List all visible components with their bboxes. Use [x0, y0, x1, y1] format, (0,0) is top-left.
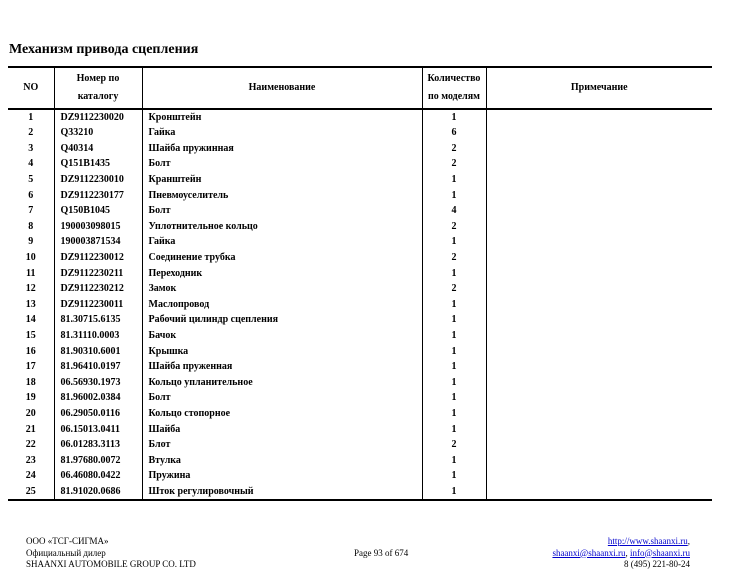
cell-note	[486, 390, 712, 406]
table-row	[8, 250, 712, 266]
table-header	[8, 67, 712, 109]
cell-no: 5	[28, 174, 34, 186]
cell-part-name: Бачок	[142, 328, 422, 344]
cell-part-name: Втулка	[142, 452, 422, 468]
cell-no: 17	[25, 361, 36, 373]
cell-part-name: Блот	[142, 437, 422, 453]
cell-note	[486, 312, 712, 328]
table-row	[8, 234, 712, 250]
cell-quantity: 1	[422, 328, 486, 344]
footer-dealer: Официальный дилер	[26, 547, 106, 558]
cell-no: 7	[28, 205, 34, 217]
cell-part-name: Переходник	[142, 265, 422, 281]
cell-note	[486, 109, 712, 125]
table-row	[8, 343, 712, 359]
cell-quantity: 1	[422, 421, 486, 437]
cell-no: 8	[28, 220, 34, 232]
cell-quantity: 2	[422, 219, 486, 235]
cell-part-name: Гайка	[142, 125, 422, 141]
cell-part-name: Замок	[142, 281, 422, 297]
cell-no: 25	[25, 485, 36, 497]
footer-contacts	[552, 536, 690, 571]
cell-no: 24	[25, 470, 36, 482]
website-link[interactable]: http://www.shaanxi.ru	[607, 536, 688, 546]
cell-quantity: 1	[422, 234, 486, 250]
cell-no: 6	[28, 189, 34, 201]
email-link-sales[interactable]: shaanxi@shaanxi.ru	[552, 547, 626, 558]
table-row	[8, 328, 712, 344]
cell-note	[486, 172, 712, 188]
header-name: Наименование	[142, 67, 422, 109]
phone-number: 8 (495) 221-80-24	[624, 559, 690, 569]
table-row	[8, 219, 712, 235]
cell-part-name: Крышка	[142, 343, 422, 359]
cell-no: 13	[25, 298, 36, 310]
cell-catalog-number: DZ9112230020	[54, 109, 142, 125]
cell-quantity: 1	[422, 468, 486, 484]
header-catalog-line2: каталогу	[77, 91, 119, 102]
cell-catalog-number: 81.30715.6135	[54, 312, 142, 328]
cell-note	[486, 281, 712, 297]
cell-note	[486, 343, 712, 359]
footer-company	[26, 536, 196, 571]
cell-note	[486, 359, 712, 375]
table-body	[8, 109, 712, 500]
table-row	[8, 187, 712, 203]
cell-quantity: 6	[422, 125, 486, 141]
cell-no: 14	[25, 314, 36, 326]
footer-page	[354, 536, 408, 559]
table-row	[8, 281, 712, 297]
cell-no: 16	[25, 345, 36, 357]
email-link-info[interactable]: info@shaanxi.ru	[629, 547, 690, 558]
cell-quantity: 1	[422, 172, 486, 188]
cell-no: 19	[25, 392, 36, 404]
cell-quantity: 1	[422, 312, 486, 328]
parts-table	[8, 66, 712, 501]
cell-note	[486, 219, 712, 235]
cell-note	[486, 484, 712, 500]
cell-part-name: Кольцо стопорное	[142, 406, 422, 422]
header-note: Примечание	[486, 67, 712, 109]
cell-no: 15	[25, 330, 36, 342]
cell-catalog-number: DZ9112230211	[54, 265, 142, 281]
cell-note	[486, 141, 712, 157]
cell-quantity: 2	[422, 281, 486, 297]
cell-part-name: Болт	[142, 203, 422, 219]
table-row	[8, 109, 712, 125]
table-row	[8, 125, 712, 141]
header-row	[8, 67, 712, 109]
cell-note	[486, 156, 712, 172]
table-row	[8, 359, 712, 375]
table-row	[8, 421, 712, 437]
table-row	[8, 452, 712, 468]
cell-no: 1	[28, 112, 34, 123]
cell-quantity: 2	[422, 250, 486, 266]
cell-part-name: Кронштейн	[142, 109, 422, 125]
cell-part-name: Кранштейн	[142, 172, 422, 188]
cell-no: 9	[28, 236, 34, 248]
cell-no: 23	[25, 454, 36, 466]
cell-catalog-number: 81.90310.6001	[54, 343, 142, 359]
cell-note	[486, 250, 712, 266]
cell-catalog-number: DZ9112230177	[54, 187, 142, 203]
header-qty-line2: по моделям	[428, 91, 480, 102]
header-qty	[422, 67, 486, 109]
cell-quantity: 1	[422, 390, 486, 406]
cell-quantity: 4	[422, 203, 486, 219]
cell-catalog-number: DZ9112230010	[54, 172, 142, 188]
cell-part-name: Маслопровод	[142, 297, 422, 313]
header-qty-line1: Количество	[427, 73, 481, 84]
cell-catalog-number: DZ9112230012	[54, 250, 142, 266]
cell-note	[486, 452, 712, 468]
header-catalog	[54, 67, 142, 109]
cell-catalog-number: 06.29050.0116	[54, 406, 142, 422]
cell-catalog-number: Q150B1045	[54, 203, 142, 219]
cell-catalog-number: Q33210	[54, 125, 142, 141]
cell-part-name: Болт	[142, 156, 422, 172]
cell-quantity: 1	[422, 375, 486, 391]
cell-part-name: Пневмоуселитель	[142, 187, 422, 203]
cell-part-name: Шайба	[142, 421, 422, 437]
cell-catalog-number: 190003871534	[54, 234, 142, 250]
header-catalog-line1: Номер по	[76, 73, 120, 84]
table-row	[8, 172, 712, 188]
cell-note	[486, 437, 712, 453]
cell-note	[486, 125, 712, 141]
table-row	[8, 406, 712, 422]
table-row	[8, 484, 712, 500]
table-row	[8, 437, 712, 453]
table-row	[8, 390, 712, 406]
cell-catalog-number: 81.31110.0003	[54, 328, 142, 344]
cell-no: 4	[28, 158, 34, 170]
cell-catalog-number: 06.56930.1973	[54, 375, 142, 391]
cell-catalog-number: 81.91020.0686	[54, 484, 142, 500]
cell-catalog-number: 06.01283.3113	[54, 437, 142, 453]
cell-part-name: Соединение трубка	[142, 250, 422, 266]
footer-company-name: ООО «ТСГ-СИГМА»	[26, 536, 109, 546]
table-row	[8, 156, 712, 172]
cell-quantity: 1	[422, 187, 486, 203]
cell-quantity: 1	[422, 109, 486, 125]
cell-quantity: 2	[422, 437, 486, 453]
cell-no: 22	[25, 439, 36, 451]
cell-part-name: Рабочий цилиндр сцепления	[142, 312, 422, 328]
parts-table-container	[8, 66, 712, 501]
cell-quantity: 2	[422, 141, 486, 157]
cell-part-name: Шток регулировочный	[142, 484, 422, 500]
footer-group: SHAANXI AUTOMOBILE GROUP CO. LTD	[26, 559, 196, 569]
cell-no: 11	[26, 267, 36, 279]
cell-quantity: 1	[422, 406, 486, 422]
cell-part-name: Шайба пружинная	[142, 141, 422, 157]
table-row	[8, 203, 712, 219]
cell-part-name: Гайка	[142, 234, 422, 250]
cell-note	[486, 468, 712, 484]
cell-no: 12	[25, 283, 36, 295]
cell-no: 21	[25, 423, 36, 435]
page-title: Механизм привода сцепления	[9, 42, 199, 57]
cell-catalog-number: DZ9112230011	[54, 297, 142, 313]
table-row	[8, 312, 712, 328]
header-no: NO	[23, 82, 39, 93]
cell-catalog-number: 81.96410.0197	[54, 359, 142, 375]
cell-catalog-number: 81.96002.0384	[54, 390, 142, 406]
cell-catalog-number: Q151B1435	[54, 156, 142, 172]
table-row	[8, 265, 712, 281]
website-suffix: ,	[687, 536, 690, 546]
table-row	[8, 141, 712, 157]
table-row	[8, 468, 712, 484]
cell-part-name: Шайба пруженная	[142, 359, 422, 375]
cell-quantity: 1	[422, 265, 486, 281]
cell-part-name: Пружина	[142, 468, 422, 484]
cell-note	[486, 297, 712, 313]
cell-catalog-number: DZ9112230212	[54, 281, 142, 297]
cell-quantity: 1	[422, 484, 486, 500]
cell-note	[486, 406, 712, 422]
cell-part-name: Уплотнительное кольцо	[142, 219, 422, 235]
page-number: Page 93 of 674	[354, 547, 409, 558]
cell-no: 3	[28, 142, 34, 154]
cell-part-name: Кольцо уплaнительное	[142, 375, 422, 391]
cell-note	[486, 203, 712, 219]
cell-note	[486, 375, 712, 391]
cell-catalog-number: 81.97680.0072	[54, 452, 142, 468]
cell-catalog-number: Q40314	[54, 141, 142, 157]
cell-note	[486, 328, 712, 344]
cell-no: 10	[25, 252, 36, 264]
cell-note	[486, 234, 712, 250]
cell-quantity: 1	[422, 452, 486, 468]
cell-quantity: 1	[422, 359, 486, 375]
cell-catalog-number: 06.15013.0411	[54, 421, 142, 437]
cell-quantity: 1	[422, 297, 486, 313]
cell-note	[486, 421, 712, 437]
cell-no: 20	[25, 407, 36, 419]
cell-quantity: 2	[422, 156, 486, 172]
cell-note	[486, 187, 712, 203]
cell-no: 2	[28, 127, 34, 139]
email-separator: ,	[625, 547, 630, 558]
table-row	[8, 375, 712, 391]
cell-catalog-number: 190003098015	[54, 219, 142, 235]
cell-part-name: Болт	[142, 390, 422, 406]
cell-quantity: 1	[422, 343, 486, 359]
table-row	[8, 297, 712, 313]
cell-catalog-number: 06.46080.0422	[54, 468, 142, 484]
cell-no: 18	[25, 376, 36, 388]
cell-note	[486, 265, 712, 281]
